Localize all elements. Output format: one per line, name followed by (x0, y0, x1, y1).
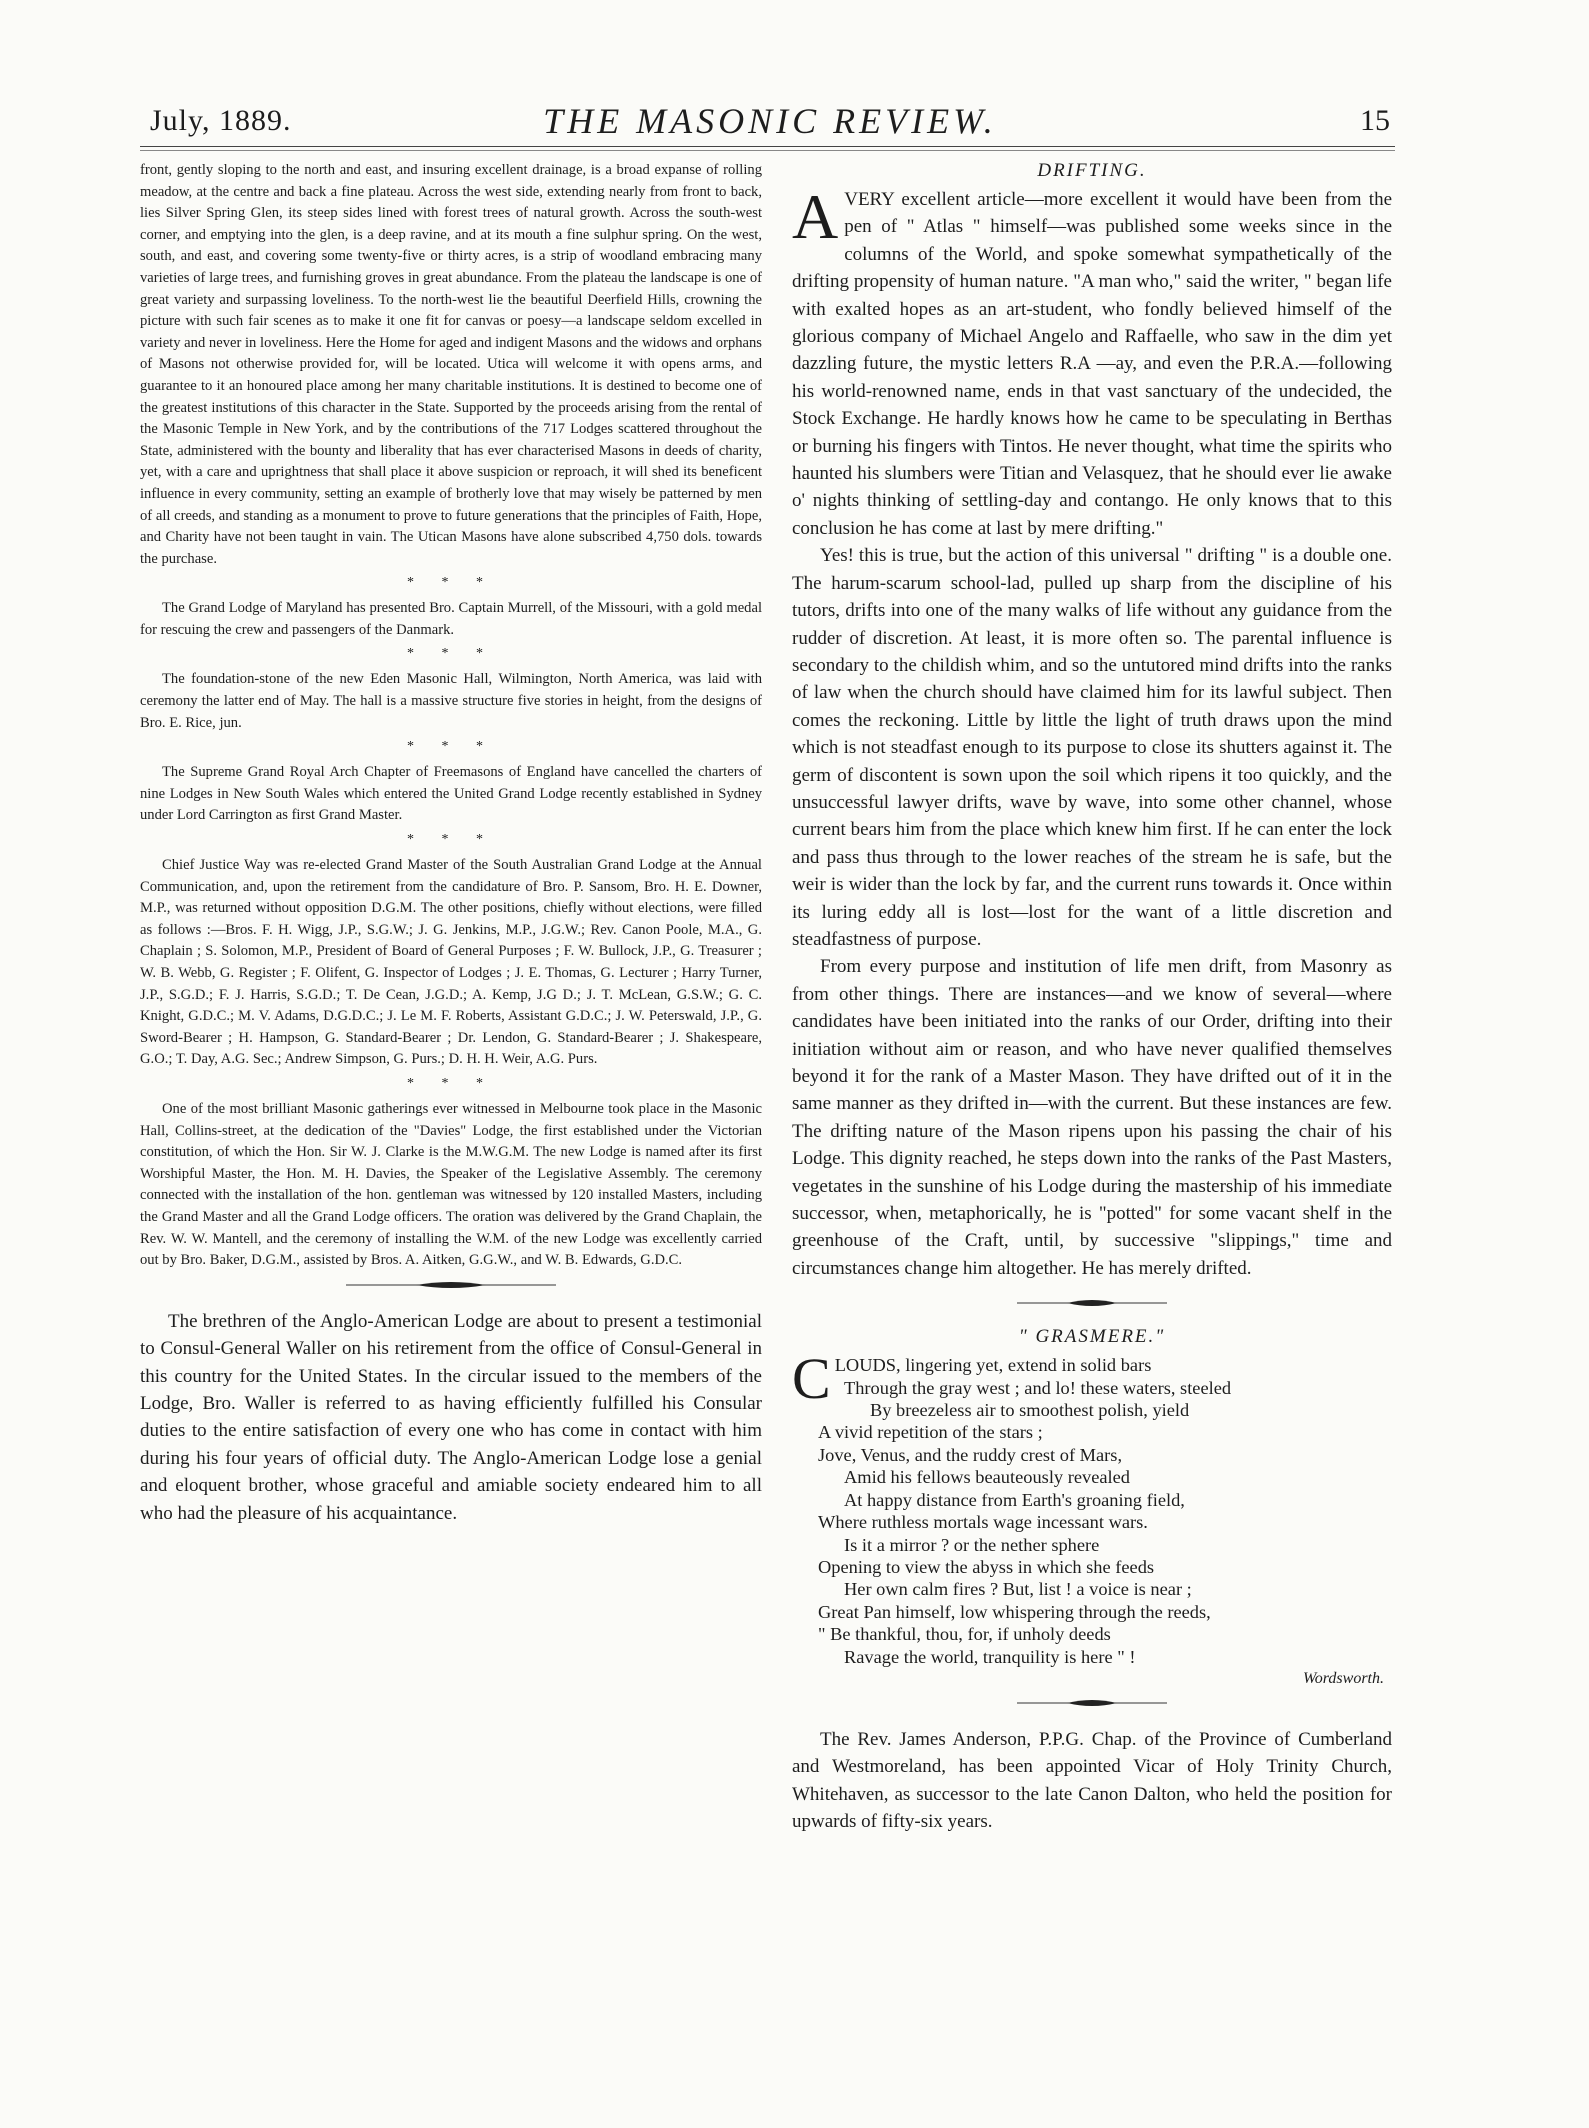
poem-line: Ravage the world, tranquility is here " ! (844, 1646, 1136, 1667)
drifting-paragraph-2: Yes! this is true, but the action of this universal " drifting " is a double one. The harum-scarum school-lad, pulled up sharp from the discipline of his tutors, drifts into one of the many walks of life without any guidance from the rudder of discretion. At least, it is more often so. The parental influence is secondary to the childish whim, and so the untutored mind drifts into the ranks of law when the church should have claimed him for its lawful subject. Then comes the reckoning. Little by little the light of truth draws upon the mind which is not steadfast enough to its purpose to close its shutters against it. The germ of discontent is sown upon the soil which ripens it too quickly, and the unsuccessful lawyer drifts, wave by wave, into some other channel, whose current bears him from the place which knew him first. If he can enter the lock and pass thus through to the lower reaches of the stream he is safe, but the weir is wider than the lock by far, and the current runs towards it. Once within its luring eddy all is lost—lost for the want of a little discretion and steadfastness of purpose. (792, 545, 1392, 950)
poem-line: Where ruthless mortals wage incessant wars. (818, 1512, 1148, 1533)
poem-line-text: LOUDS, lingering yet, extend in solid bars (834, 1355, 1152, 1376)
section-stars: * * * (407, 646, 495, 662)
drifting-article (792, 181, 1392, 1282)
poem-line: Amid his fellows beauteously revealed (844, 1467, 1130, 1488)
drop-cap: A (792, 181, 839, 252)
poem-drop-cap: C (792, 1346, 831, 1412)
poem-line: By breezeless air to smoothest polish, yield (870, 1400, 1190, 1421)
poem-line: Jove, Venus, and the ruddy crest of Mars, (818, 1444, 1123, 1465)
right-column (792, 160, 1392, 1836)
poem-line: Opening to view the abyss in which she feeds (818, 1556, 1155, 1577)
section-stars: * * * (407, 739, 495, 755)
poem-attribution: Wordsworth. (1302, 1669, 1384, 1687)
poem-line: A vivid repetition of the stars ; (818, 1422, 1043, 1443)
anderson-paragraph: The Rev. James Anderson, P.P.G. Chap. of the Province of Cumberland and Westmoreland, has been appointed Vicar of Holy Trinity Church, Whitehaven, as successor to the late Canon Dalton, who held the position for upwards of fifty-six years. (792, 1728, 1392, 1833)
left-column (140, 160, 762, 1527)
maryland-paragraph: The Grand Lodge of Maryland has presented Bro. Captain Murrell, of the Missouri, with a gold medal for rescuing the crew and passengers of the Danmark. (140, 600, 762, 638)
south-australia-paragraph: Chief Justice Way was re-elected Grand Master of the South Australian Grand Lodge at the Annual Communication, and, upon the retirement from the candidature of Bro. P. Sansom, Bro. H. E. Downer, M.P., was returned without opposition D.G.M. The other positions, chiefly without elections, were filled as follows :—Bros. F. H. Wigg, J.P., S.G.W.; J. G. Jenkins, M.P., J.G.W.; Rev. Canon Poole, M.A., G. Chaplain ; S. Solomon, M.P., President of Board of General Purposes ; F. W. Bullock, J.P., G. Treasurer ; W. B. Webb, G. Register ; F. Olifent, G. Inspector of Lodges ; J. E. Thomas, G. Lecturer ; Harry Turner, J.P., S.G.D.; F. J. Harris, S.G.D.; T. De Cean, J.G.D.; A. Kemp, J.G D.; J. T. McLean, G.S.W.; G. C. Knight, G.D.C.; M. V. Adams, D.G.D.C.; J. Le M. F. Roberts, Assistant G.D.C.; J. W. Peterswald, J.P., G. Sword-Bearer ; H. Hampson, G. Standard-Bearer ; Dr. Lendon, G. Standard-Bearer ; J. Shakespeare, G.O.; T. Day, A.G. Sec.; Andrew Simpson, G. Purs.; D. H. H. Weir, A.G. Purs. (140, 857, 762, 1068)
page-number: 15 (1360, 104, 1390, 137)
eden-hall-paragraph: The foundation-stone of the new Eden Masonic Hall, Wilmington, North America, was laid with ceremony the latter end of May. The hall is a massive structure five stories in height, from the designs of Bro. E. Rice, jun. (140, 671, 762, 731)
drifting-paragraph-3: From every purpose and institution of life men drift, from Masonry as from other things. There are instances—and we know of several—where candidates have been initiated into the ranks of our Order, drifting into their initiation without aim or reason, and who have never qualified themselves beyond it for the rank of a Master Mason. They have drifted out of it in the same manner as they drifted in—with the current. But these instances are few. The drifting nature of the Mason ripens upon his passing the chair of his Lodge. This dignity reached, he steps down into the ranks of the Past Masters, vegetates in the sunshine of his Lodge during the mastership of his immediate successor, when, metaphorically, he is "potted" for some vacant shelf in the greenhouse of the Craft, until, by successive "slippings," time and circumstances change him altogether. He has merely drifted. (792, 956, 1392, 1279)
poem-line: At happy distance from Earth's groaning field, (844, 1489, 1185, 1510)
poem-title: " GRASMERE." (1018, 1326, 1166, 1348)
divider-ornament (1017, 1698, 1167, 1708)
melbourne-paragraph: One of the most brilliant Masonic gatherings ever witnessed in Melbourne took place in the Masonic Hall, Collins-street, at the dedication of the "Davies" Lodge, the first established under the Victorian constitution, of which the Hon. Sir W. J. Clarke is the M.W.G.M. The new Lodge is named after its first Worshipful Master, the Hon. M. H. Davies, the Speaker of the Legislative Assembly. The ceremony connected with the installation of the hon. gentleman was witnessed by 120 installed Masters, including the Grand Master and all the Grand Lodge officers. The oration was delivered by the Grand Chaplain, the Rev. W. W. Mantell, and the ceremony of installing the W.M. of the new Lodge was excellently carried out by Bro. Baker, D.G.M., assisted by Bros. A. Aitken, G.G.W., and W. B. Edwards, G.D.C. (140, 1100, 762, 1269)
header-rule (140, 146, 1395, 151)
anderson-note (792, 1726, 1392, 1836)
page-header (150, 100, 1390, 144)
poem-line: Great Pan himself, low whispering through the reeds, (818, 1601, 1211, 1622)
royal-arch-paragraph: The Supreme Grand Royal Arch Chapter of Freemasons of England have cancelled the charters of nine Lodges in New South Wales which entered the United Grand Lodge recently established in Sydney under Lord Carrington as first Grand Master. (140, 764, 762, 824)
section-stars: * * * (407, 1075, 495, 1091)
left-large-notes (140, 1308, 762, 1527)
section-stars: * * * (407, 832, 495, 848)
divider-ornament (1017, 1298, 1167, 1308)
utica-home-paragraph: front, gently sloping to the north and east, and insuring excellent drainage, is a broad expanse of rolling meadow, at the centre and back a fine plateau. Across the west side, extending nearly from front to back, lies Silver Spring Glen, its steep sides lined with forest trees of natural growth. Across the south-west corner, and emptying into the glen, is a deep ravine, and at its mouth a fine sulphur spring. On the west, south, and east, and covering some twenty-five or thirty acres, is a strip of woodland embracing many varieties of large trees, and furnishing groves in great abundance. From the plateau the landscape is one of great variety and surpassing loveliness. To the north-west lie the beautiful Deerfield Hills, crowning the picture with such fair scenes as to make it one fit for canvas or poesy—a landscape seldom excelled in variety and never in loveliness. Here the Home for aged and indigent Masons and the widows and orphans of Masons not otherwise provided for, will be located. Utica will welcome it with opens arms, and guarantee to it an honoured place among her many charitable institutions. It is destined to become one of the greatest institutions of this character in the State. Supported by the proceeds arising from the rental of the Masonic Temple in New York, and by the contributions of the 717 Lodges scattered throughout the State, administered with the bounty and liberality that has ever characterised Masons in deeds of charity, yet, with a care and uprightness that shall place it above suspicion or reproach, it will shed its beneficent influence in every community, setting an example of brotherly love that may wisely be patterned by men of all creeds, and standing as a monument to prove to future generations that the principles of Faith, Hope, and Charity have not been taught in vain. The Utican Masons have alone subscribed 4,750 dols. towards the purchase. (140, 162, 762, 567)
section-stars: * * * (407, 575, 495, 591)
masthead-title: THE MASONIC REVIEW. (543, 101, 997, 141)
drifting-paragraph-1-text: VERY excellent article—more excellent it would have been from the pen of " Atlas " himself—was published some weeks since in the columns of the World, and spoke somewhat sympathetically of the drifting propensity of human nature. "A man who," said the writer, " began life with exalted hopes as an art-student, who fondly believed himself of the glorious company of Michael Angelo and Raffaelle, who saw in the dim yet dazzling future, the mystic letters R.A —ay, and even the P.R.A.—following his world-renowned name, ends in that vast sanctuary of the undecided, the Stock Exchange. He hardly knows how he came to be speculating in Berthas or burning his fingers with Tintos. He never thought, what time the spirits who haunted his slumbers were Titian and Velasquez, that he should ever lie awake o' nights thinking of settling-day and contango. He only knows that to this conclusion he has come at last by mere drifting." (792, 189, 1392, 539)
poem-line: Is it a mirror ? or the nether sphere (844, 1534, 1100, 1555)
poem-line: Her own calm fires ? But, list ! a voice is near ; (844, 1579, 1192, 1600)
grasmere-poem (792, 1346, 1392, 1668)
divider-ornament (346, 1280, 556, 1290)
left-small-notes (140, 160, 762, 1272)
drifting-paragraph-1 (792, 181, 1392, 542)
anglo-american-paragraph: The brethren of the Anglo-American Lodge are about to present a testimonial to Consul-General Waller on his retirement from the office of Consul-General in this country for the United States. In the circular issued to the members of the Lodge, Bro. Waller is referred to as having efficiently fulfilled his Consular duties to the entire satisfaction of every one who has come in contact with him during his four years of official duty. The Anglo-American Lodge lose a genial and eloquent brother, whose graceful and amiable society endeared him to all who had the pleasure of his acquaintance. (140, 1310, 762, 1524)
issue-date: July, 1889. (150, 104, 292, 137)
poem-line: Through the gray west ; and lo! these waters, steeled (844, 1377, 1232, 1398)
poem-line: " Be thankful, thou, for, if unholy deeds (818, 1624, 1111, 1645)
drifting-title: DRIFTING. (1037, 160, 1147, 181)
